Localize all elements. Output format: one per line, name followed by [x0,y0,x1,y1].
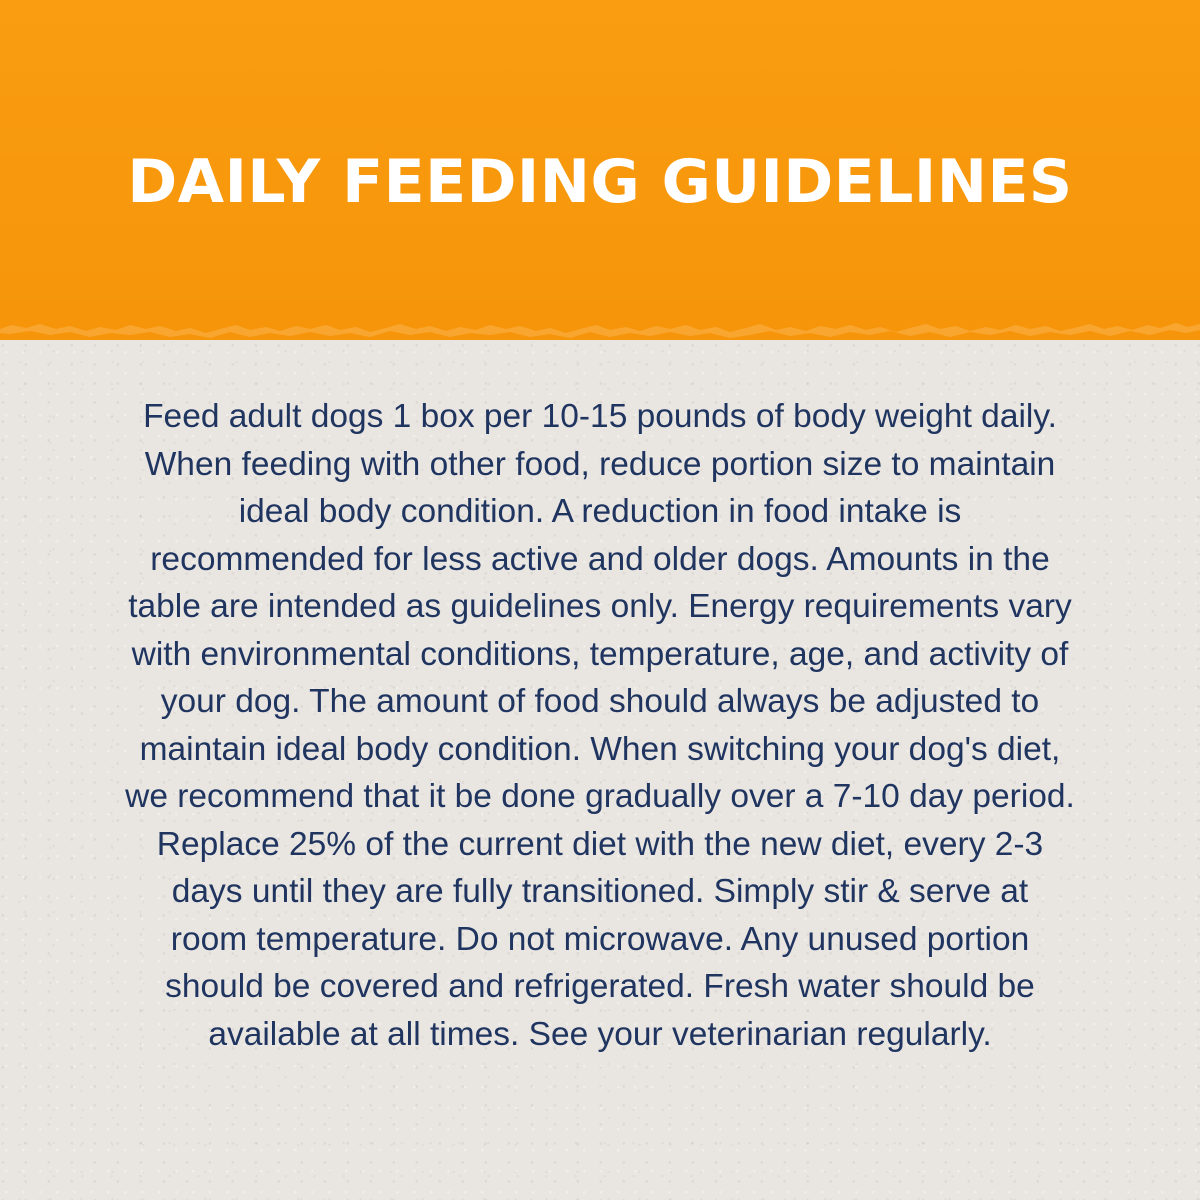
page-title: DAILY FEEDING GUIDELINES [127,147,1073,217]
instructions-line: room temperature. Do not microwave. Any unused portion [170,920,1030,958]
instructions-line: When feeding with other food, reduce portion size to maintain [144,445,1056,483]
feeding-instructions-paragraph [60,393,1140,1058]
instructions-line: Replace 25% of the current diet with the new diet, every 2-3 [156,825,1044,863]
torn-paper-edge [0,300,1200,360]
instructions-line: with environmental conditions, temperature, age, and activity of [131,635,1069,673]
instructions-line: ideal body condition. A reduction in food intake is [238,493,962,530]
instructions-line: available at all times. See your veterinarian regularly. [208,1015,992,1053]
instructions-line: Feed adult dogs 1 box per 10-15 pounds of body weight daily. [143,398,1057,435]
instructions-line: recommended for less active and older dogs. Amounts in the [150,540,1050,578]
instructions-line: table are intended as guidelines only. Energy requirements vary [128,588,1072,625]
instructions-line: we recommend that it be done gradually over a 7-10 day period. [125,778,1075,815]
instructions-line: your dog. The amount of food should always be adjusted to [160,683,1040,720]
instructions-line: maintain ideal body condition. When switching your dog's diet, [139,730,1061,768]
instructions-line: should be covered and refrigerated. Fresh water should be [165,968,1035,1005]
instructions-line: days until they are fully transitioned. Simply stir & serve at [171,873,1029,910]
